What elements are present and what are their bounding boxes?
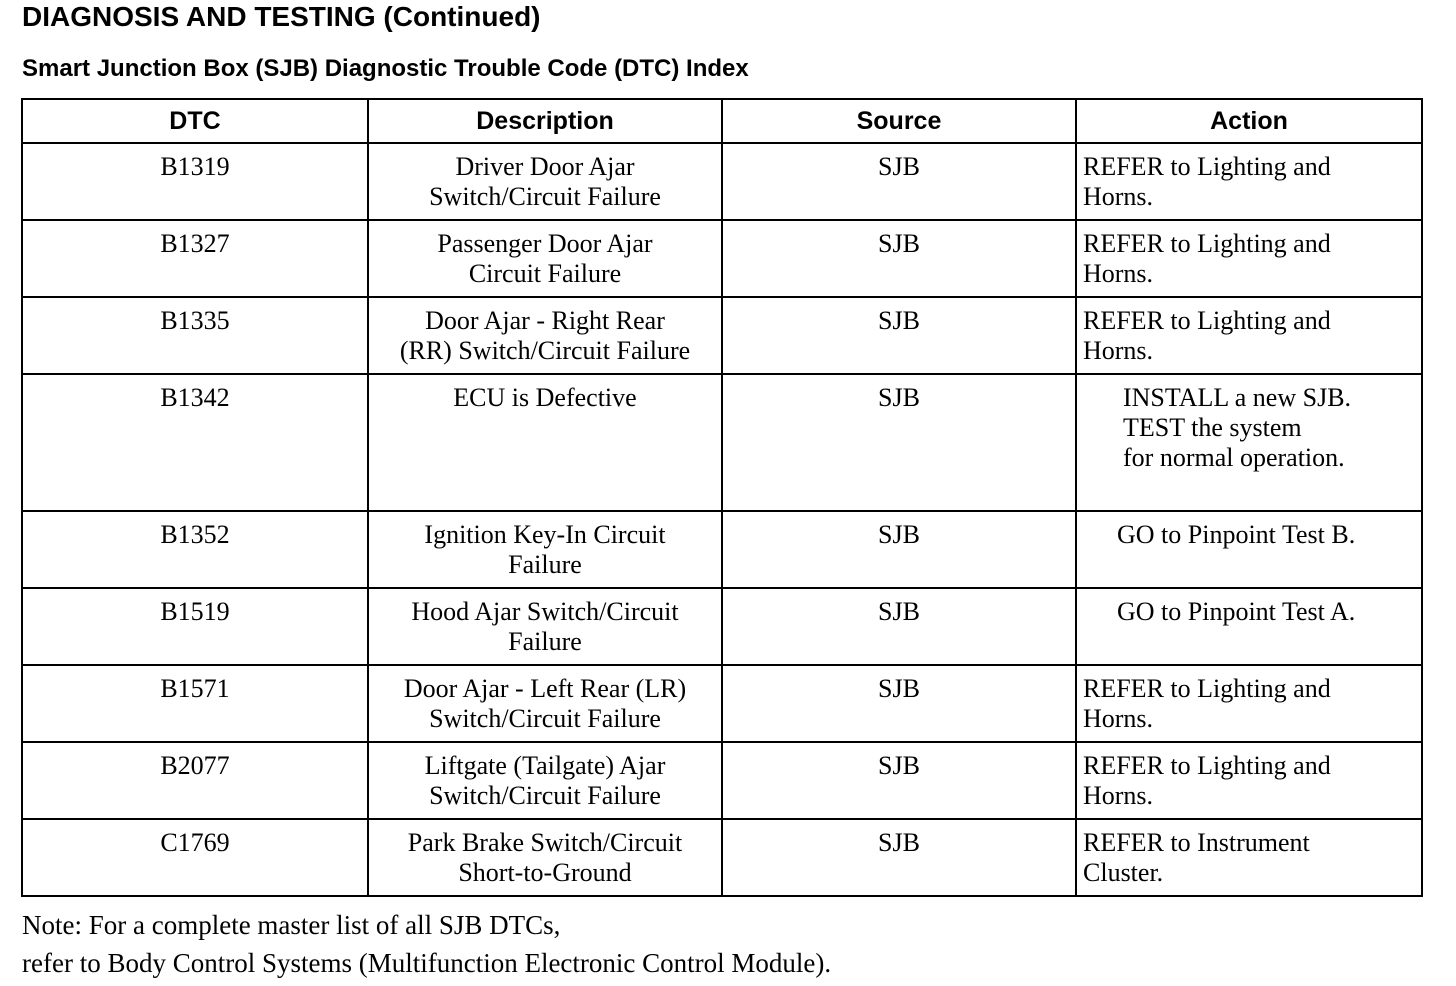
action-cell	[1076, 742, 1422, 819]
action-line: TEST the system	[1123, 413, 1302, 442]
action-line: REFER to Lighting and	[1083, 152, 1331, 181]
action-cell	[1076, 511, 1422, 588]
action-cell	[1076, 143, 1422, 220]
footnote-line: Note: For a complete master list of all SJB DTCs,	[22, 910, 561, 940]
description-line: Door Ajar - Left Rear (LR)	[403, 674, 687, 703]
description-cell	[368, 220, 722, 297]
description-cell	[368, 665, 722, 742]
table-header-row	[22, 99, 1422, 143]
description-cell	[368, 297, 722, 374]
dtc-index-table	[21, 98, 1423, 897]
action-line: Horns.	[1083, 336, 1154, 365]
action-line: GO to Pinpoint Test B.	[1117, 520, 1356, 549]
action-line: Horns.	[1083, 182, 1154, 211]
footnote	[22, 906, 831, 982]
footnote-line: refer to Body Control Systems (Multifunction Electronic Control Module).	[22, 948, 832, 978]
column-header-dtc: DTC	[22, 99, 368, 143]
column-header-source: Source	[722, 99, 1076, 143]
description-line: Switch/Circuit Failure	[429, 781, 661, 810]
action-cell	[1076, 588, 1422, 665]
table-row	[22, 588, 1422, 665]
dtc-code-cell: B1327	[22, 220, 368, 297]
action-line: INSTALL a new SJB.	[1123, 383, 1352, 412]
action-cell	[1076, 220, 1422, 297]
action-line: REFER to Lighting and	[1083, 229, 1331, 258]
description-line: Circuit Failure	[468, 259, 622, 288]
description-line: Driver Door Ajar	[455, 152, 635, 181]
description-cell	[368, 511, 722, 588]
action-line: Horns.	[1083, 704, 1154, 733]
action-cell	[1076, 297, 1422, 374]
description-cell	[368, 588, 722, 665]
action-line: for normal operation.	[1123, 443, 1345, 472]
dtc-code-cell: B1571	[22, 665, 368, 742]
description-line: Failure	[508, 550, 582, 579]
source-cell: SJB	[722, 297, 1076, 374]
description-line: Liftgate (Tailgate) Ajar	[424, 751, 666, 780]
description-line: Door Ajar - Right Rear	[425, 306, 665, 335]
dtc-code-cell: B1335	[22, 297, 368, 374]
dtc-code-cell: B1519	[22, 588, 368, 665]
description-line: Switch/Circuit Failure	[429, 182, 661, 211]
table-title: Smart Junction Box (SJB) Diagnostic Trouble Code (DTC) Index	[22, 55, 749, 82]
action-cell	[1076, 665, 1422, 742]
dtc-code-cell: B2077	[22, 742, 368, 819]
table-row	[22, 511, 1422, 588]
action-line: Cluster.	[1083, 858, 1164, 887]
source-cell: SJB	[722, 588, 1076, 665]
action-line: REFER to Lighting and	[1083, 306, 1331, 335]
dtc-code-cell: B1342	[22, 374, 368, 511]
source-cell: SJB	[722, 220, 1076, 297]
description-line: ECU is Defective	[453, 383, 637, 412]
source-cell: SJB	[722, 511, 1076, 588]
description-cell	[368, 819, 722, 896]
description-line: Hood Ajar Switch/Circuit	[411, 597, 679, 626]
table-row	[22, 819, 1422, 896]
table-row	[22, 297, 1422, 374]
dtc-code-cell: B1319	[22, 143, 368, 220]
action-line: Horns.	[1083, 781, 1154, 810]
table-row	[22, 665, 1422, 742]
page-heading: DIAGNOSIS AND TESTING (Continued)	[22, 1, 541, 32]
action-cell	[1076, 374, 1422, 511]
column-header-description: Description	[368, 99, 722, 143]
source-cell: SJB	[722, 665, 1076, 742]
table-row	[22, 742, 1422, 819]
description-line: Passenger Door Ajar	[437, 229, 653, 258]
dtc-code-cell: C1769	[22, 819, 368, 896]
action-line: Horns.	[1083, 259, 1154, 288]
description-line: Switch/Circuit Failure	[429, 704, 661, 733]
description-cell	[368, 374, 722, 511]
description-line: Park Brake Switch/Circuit	[407, 828, 683, 857]
description-cell	[368, 742, 722, 819]
table-row	[22, 374, 1422, 511]
source-cell: SJB	[722, 143, 1076, 220]
table-row	[22, 143, 1422, 220]
source-cell: SJB	[722, 374, 1076, 511]
source-cell: SJB	[722, 819, 1076, 896]
action-cell	[1076, 819, 1422, 896]
action-line: GO to Pinpoint Test A.	[1117, 597, 1356, 626]
description-line: Short-to-Ground	[458, 858, 632, 887]
description-line: (RR) Switch/Circuit Failure	[399, 336, 691, 365]
action-line: REFER to Lighting and	[1083, 751, 1331, 780]
source-cell: SJB	[722, 742, 1076, 819]
action-line: REFER to Instrument	[1083, 828, 1310, 857]
description-line: Failure	[508, 627, 582, 656]
dtc-code-cell: B1352	[22, 511, 368, 588]
column-header-action: Action	[1076, 99, 1422, 143]
table-row	[22, 220, 1422, 297]
description-cell	[368, 143, 722, 220]
action-line: REFER to Lighting and	[1083, 674, 1331, 703]
description-line: Ignition Key-In Circuit	[424, 520, 666, 549]
